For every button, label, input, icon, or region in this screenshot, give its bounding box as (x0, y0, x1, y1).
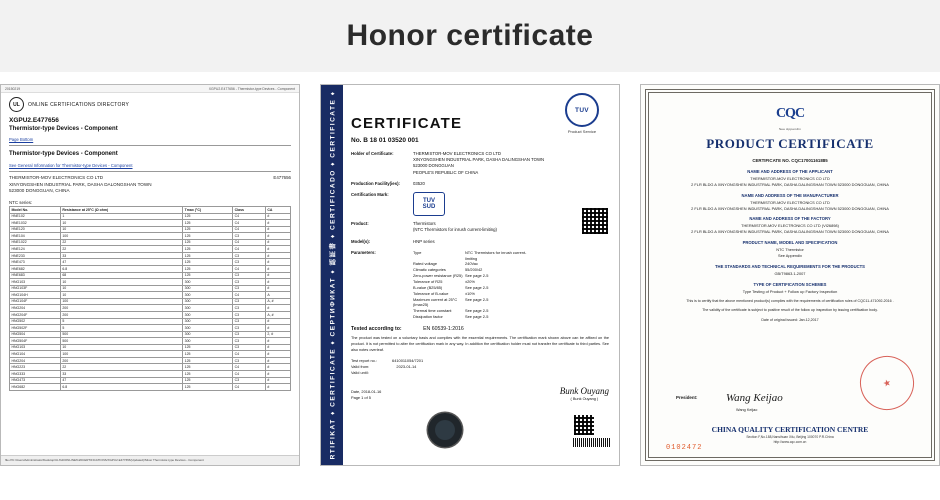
table-cell: 125 (183, 344, 233, 351)
table-cell: C4 (233, 239, 266, 246)
table-cell: # (265, 285, 290, 292)
table-cell: 200 (60, 357, 182, 364)
table-cell: 33 (60, 371, 182, 378)
tuv-model-label: Model(s): (351, 238, 371, 244)
cqc-product-spec: See Appendix (777, 253, 802, 259)
qr-code-icon-top (581, 207, 609, 235)
table-cell: C3 (233, 233, 266, 240)
table-row (10, 384, 291, 391)
table-cell: C4 (233, 226, 266, 233)
certificate-gallery (0, 72, 940, 466)
cqc-organization-name: CHINA QUALITY CERTIFICATION CENTRE (711, 425, 869, 434)
table-cell: # (265, 351, 290, 358)
col-resistance: Resistance at 25°C (Ω ohm) (60, 206, 182, 213)
table-cell: 125 (183, 226, 233, 233)
table-cell: HNG504F (10, 338, 61, 345)
table-cell: # (265, 377, 290, 384)
qr-code-icon (573, 414, 595, 436)
table-cell: HNG104F (10, 298, 61, 305)
tuv-params-row (351, 250, 609, 320)
cqc-note-1: This is to certify that the above mentioned product(s) complies with the requirements of certification rules of CQC11-471092-2016 . (686, 298, 894, 303)
table-cell: 500 (60, 331, 182, 338)
ul-model-table (9, 206, 291, 391)
cqc-manufacturer-address: 2 FLR BLDG A XINYONGSHEN INDUSTRIAL PARK, DASHA DALINGSHAN TOWN 523000 DONGGUAN, CHINA (691, 205, 889, 211)
table-cell: 5 (60, 325, 182, 332)
ul-table-body (10, 213, 291, 390)
cqc-president-label: President: (676, 395, 698, 400)
tuv-facility-value: 03520 (413, 180, 425, 186)
table-cell: # (265, 266, 290, 273)
table-cell: # (265, 305, 290, 312)
ul-company-address-1: XINYONGSHEN INDUSTRIAL PARK, DASHA DALONGSHAN TOWN (9, 181, 152, 187)
table-cell: # (265, 344, 290, 351)
general-info-link[interactable]: See General Information for Thermistor-type Devices - Component (9, 163, 133, 168)
tuv-param-value: See page 2-5 (465, 296, 489, 302)
tuv-sidebar-text: RTIFIKAT ♦ CERTIFICATE ♦ CEPTИФИКАТ ♦ 認証書 ♦ CERTIFICADO ♦ CERTIFICATE ♦ (329, 90, 337, 460)
product-subtitle: (NTC Thermistors for inrush current-limiting) (413, 227, 497, 233)
tuv-body-text: The product was tested on a voluntary basis and complies with the essential requirements. The certification mark shown above can be affixed on the product. It is not permitted to alter the certification mark in any way. In addition the certification holder must not transfer the certificate to third parties. See also notes overleaf. (351, 336, 609, 352)
tuv-signer-role: ( Bunk Ouyang ) (570, 397, 599, 402)
tuv-no-label: No. (351, 137, 362, 144)
table-cell: # (265, 384, 290, 391)
table-cell: # (265, 252, 290, 259)
table-cell: HNG103 (10, 279, 61, 286)
table-cell: # (265, 239, 290, 246)
table-cell: 300 (183, 311, 233, 318)
table-cell: 125 (183, 377, 233, 384)
table-cell: 10 (60, 285, 182, 292)
table-cell: C4 (233, 384, 266, 391)
table-cell: HNG682 (10, 384, 61, 391)
tuv-mark-icon (413, 192, 445, 216)
table-cell: C3 (233, 272, 266, 279)
table-cell: 125 (183, 371, 233, 378)
table-cell: 22 (60, 364, 182, 371)
table-cell: 22 (60, 239, 182, 246)
tuv-tested-block (351, 326, 609, 332)
table-cell: HNE683 (10, 272, 61, 279)
table-cell: 300 (183, 338, 233, 345)
certificate-card-cqc[interactable] (640, 84, 940, 466)
cqc-section-product: PRODUCT NAME, MODEL AND SPECIFICATION (742, 240, 838, 246)
table-cell: # (265, 226, 290, 233)
tuv-page-label: Page 1 of 5 (351, 395, 371, 401)
table-cell: C4 (233, 371, 266, 378)
table-cell: HNE1022 (10, 239, 61, 246)
cqc-certificate-number: CERTIFICATE NO. CQC17001161885 (752, 158, 828, 163)
tuv-param-value: See page 2-5 (465, 308, 489, 314)
tuv-param-row (413, 250, 609, 262)
table-cell: HNG504 (10, 331, 61, 338)
barcode-icon (573, 438, 611, 447)
table-cell: C3 (233, 357, 266, 364)
table-cell: # (265, 325, 290, 332)
table-cell: 125 (183, 233, 233, 240)
tuv-mark-label: Certification Mark: (351, 192, 389, 198)
product-name: Thermistors (413, 221, 436, 227)
tuv-signature-block (351, 386, 609, 401)
holder-address-1: XINYONGSHEN INDUSTRIAL PARK, DASHA DALINGSHAN TOWN (413, 157, 545, 163)
cqc-document (640, 84, 940, 466)
table-cell: HNG223 (10, 364, 61, 371)
table-cell: # (265, 357, 290, 364)
ul-company-address-2: 523000 DONGGUAN, CHINA (9, 188, 70, 194)
cqc-section-scheme: TYPE OF CERTIFICATION SCHEMES (753, 281, 827, 287)
cqc-org-address-line1: Section F,No.188,Nansihuan Xilu, Beijing 100070 P.R.China (746, 435, 834, 440)
cqc-president-signature: Wang Keijao (726, 392, 783, 404)
page-title: Honor certificate (346, 19, 594, 52)
table-cell: C3 (233, 279, 266, 286)
tuv-validfrom-label: Valid from: (351, 363, 370, 369)
table-cell: HNE233 (10, 252, 61, 259)
table-cell: 68 (60, 272, 182, 279)
table-cell: # (265, 279, 290, 286)
tuv-param-value: See page 2-5 (465, 273, 489, 279)
tuv-tested-label: Tested according to: (351, 326, 402, 333)
table-cell: HNE102 (10, 213, 61, 220)
ul-status-bar: file:///C:/Users/Administrator/Desktop/UL%20ONLINE%20CERTIFICATIONS/XGPU2.E477656(Updated)/Silver Thermistor-type Devices - Component (1, 455, 299, 465)
tuv-report-block (351, 358, 609, 377)
tuv-param-key: Dissipation factor (413, 314, 443, 320)
tuv-param-value: ±20% (465, 279, 475, 285)
table-cell: C3 (233, 331, 266, 338)
tuv-param-value: ±10% (465, 290, 475, 296)
table-cell: 300 (183, 305, 233, 312)
table-cell: 300 (183, 318, 233, 325)
tuv-report-label: Test report no.: (351, 357, 377, 363)
tuv-param-key: Climatic categories (413, 267, 446, 273)
table-cell: 125 (183, 272, 233, 279)
tuv-product-label: Product: (351, 221, 369, 227)
tuv-logo-icon (565, 93, 599, 127)
cqc-applicant-name: THERMISTOR-MOV ELECTRONICS CO LTD (750, 176, 830, 181)
ul-document (0, 84, 300, 466)
cqc-section-factory: NAME AND ADDRESS OF THE FACTORY (749, 216, 831, 222)
table-cell: # (265, 233, 290, 240)
table-cell: 200 (60, 311, 182, 318)
table-cell: 10 (60, 220, 182, 227)
table-cell: C3 (233, 377, 266, 384)
tuv-mark-value (413, 192, 609, 216)
table-cell: 125 (183, 357, 233, 364)
table-cell: HNG333 (10, 371, 61, 378)
tuv-params-value (413, 250, 609, 320)
tuv-validuntil-row (351, 370, 609, 376)
table-cell: 33 (60, 252, 182, 259)
table-cell: 125 (183, 246, 233, 253)
tuv-report-value: 6410011054/7201 (392, 357, 424, 363)
tuv-param-key: Maximum current at 25°C (Imax25) (413, 296, 458, 308)
table-cell: # (265, 213, 290, 220)
tuv-qr-top (581, 207, 609, 235)
cqc-org-address-line2: http://www.cqc.com.cn (773, 440, 807, 445)
browser-tab-bar (1, 85, 299, 93)
tuv-param-row (413, 297, 609, 309)
table-cell: HNG104H (10, 292, 61, 299)
tuv-logo-block (553, 93, 611, 134)
certificate-card-ul[interactable] (0, 84, 300, 466)
cqc-logo-icon: CQC (775, 106, 805, 121)
table-cell: 1 (60, 213, 182, 220)
cqc-standard: GB/T9863.1-2007 (774, 270, 806, 276)
table-cell: 125 (183, 266, 233, 273)
tuv-validfrom-value: 2023-01-14 (396, 363, 417, 369)
table-cell: C4 (233, 351, 266, 358)
cqc-title: PRODUCT CERTIFICATE (706, 136, 874, 151)
ul-heading-2: Thermistor-type Devices - Component (9, 151, 118, 157)
table-cell: C4 (233, 246, 266, 253)
ul-heading: Thermistor-type Devices - Component (9, 126, 118, 132)
tuv-date-value: 2018-01-16 (361, 388, 382, 394)
table-cell: 10 (60, 292, 182, 299)
ul-body (1, 93, 299, 395)
table-cell: HNG204F (10, 311, 61, 318)
ul-mark-icon: UL (9, 97, 24, 112)
tuv-product-service-label: Product Service (567, 129, 597, 134)
tuv-main (343, 85, 619, 465)
tuv-product-row (351, 221, 609, 233)
tuv-mark-row (351, 192, 609, 216)
tuv-tested-value: EN 60539-1:2016 (423, 326, 464, 333)
ul-file-number: XGPU2.E477656 (9, 117, 59, 124)
tuv-logo-text: TUV (575, 106, 589, 114)
table-cell: # (265, 371, 290, 378)
holder-address-3: PEOPLE'S REPUBLIC OF CHINA (413, 169, 479, 175)
browser-tab-date: 20150219 (5, 87, 21, 91)
table-cell: 100 (60, 351, 182, 358)
table-cell: HNE124 (10, 246, 61, 253)
tuv-facility-label: Production Facility(ies): (351, 180, 400, 186)
table-cell: HNG502 (10, 318, 61, 325)
divider-2 (9, 171, 291, 172)
tuv-param-key: Zero-power resistance (R25) (413, 273, 463, 279)
tuv-date-label: Date, (351, 388, 361, 394)
table-cell: 22 (60, 246, 182, 253)
table-cell: C3 (233, 305, 266, 312)
table-cell: 125 (183, 220, 233, 227)
tuv-document (320, 84, 620, 466)
table-cell: C4 (233, 364, 266, 371)
certificate-card-tuv[interactable] (320, 84, 620, 466)
tuv-param-key: Tolerance of R25 (413, 279, 443, 285)
table-cell: 6.8 (60, 384, 182, 391)
cqc-section-manufacturer: NAME AND ADDRESS OF THE MANUFACTURER (741, 192, 839, 198)
holder-address-2: 523000 DONGGUAN (413, 163, 454, 169)
page-header (0, 0, 940, 72)
table-cell: HNE473 (10, 259, 61, 266)
tuv-validuntil-label: Valid until: (351, 370, 369, 376)
table-cell: C4 (233, 220, 266, 227)
tuv-param-key: Type (413, 249, 422, 255)
table-cell: 5 (60, 318, 182, 325)
table-cell: HNG473 (10, 377, 61, 384)
table-cell: 300 (183, 331, 233, 338)
holder-name: THERMISTOR-MOV ELECTRONICS CO LTD (413, 151, 501, 156)
cqc-president-name: Wang Keijao (736, 408, 758, 412)
table-cell: 300 (183, 279, 233, 286)
tuv-param-value: See page 2-5 (465, 284, 489, 290)
cqc-section-applicant: NAME AND ADDRESS OF THE APPLICANT (747, 169, 833, 174)
ul-directory-title: ONLINE CERTIFICATIONS DIRECTORY (28, 101, 130, 108)
table-cell: C4 (233, 292, 266, 299)
table-cell: # (265, 246, 290, 253)
cqc-section-standards: THE STANDARDS AND TECHNICAL REQUIREMENTS FOR THE PRODUCTS (715, 263, 865, 269)
tuv-certificate-number (351, 137, 609, 144)
tuv-facility-row (351, 181, 609, 187)
table-cell: C3 (233, 252, 266, 259)
tuv-param-key: Rated voltage (413, 261, 438, 267)
ul-company-name: THERMISTOR-MOV ELECTRONICS CO LTD (9, 175, 104, 180)
cqc-serial-number: 0102472 (666, 444, 703, 452)
cqc-content (650, 94, 930, 456)
table-cell: # (265, 220, 290, 227)
browser-tab-title: XGPU2.E477656 - Thermistor-type Devices - Component (208, 87, 295, 91)
tuv-product-value (413, 221, 609, 233)
table-cell: 10 (60, 344, 182, 351)
cqc-factory-name: THERMISTOR-MOV ELECTRONICS CO LTD (VI26898) (741, 223, 839, 229)
cqc-logo-sub: See Appendix (778, 127, 802, 131)
tuv-holder-row (351, 151, 609, 176)
table-cell: 6.8 (60, 266, 182, 273)
table-cell: A (265, 292, 290, 299)
table-cell: 125 (183, 364, 233, 371)
col-ca: CA (265, 206, 290, 213)
page-bottom-link[interactable]: Page Bottom (9, 137, 34, 142)
cqc-scheme: Type Testing of Product + Follow up Factory Inspection (742, 288, 838, 294)
tuv-model-value: HNP series (413, 238, 435, 244)
cqc-manufacturer-name: THERMISTOR-MOV ELECTRONICS CO LTD (750, 199, 830, 205)
table-cell: 500 (60, 338, 182, 345)
cqc-product-name: NTC Thermistor (776, 247, 804, 253)
tuv-signer-block (560, 386, 609, 401)
table-cell: 47 (60, 259, 182, 266)
table-cell: C4 (233, 266, 266, 273)
table-cell: 300 (183, 298, 233, 305)
table-cell: 10 (60, 279, 182, 286)
table-cell: HNG204 (10, 305, 61, 312)
cqc-applicant-address: 2 FLR BLDG A XINYONGSHEN INDUSTRIAL PARK, DASHA DALINGSHAN TOWN 523000 DONGGUAN, CHINA (691, 181, 889, 187)
table-cell: 100 (60, 233, 182, 240)
table-cell: # (265, 259, 290, 266)
divider (9, 145, 291, 146)
table-cell: A, # (265, 311, 290, 318)
table-cell: 2, # (265, 331, 290, 338)
table-cell: C3 (233, 325, 266, 332)
tuv-param-row (413, 314, 609, 320)
ul-company-block (9, 175, 291, 195)
col-tmax: Tmax (°C) (183, 206, 233, 213)
tuv-param-value: 55/200/42 (465, 267, 483, 273)
tuv-mark-text: TUV (423, 197, 435, 204)
tuv-seal-icon (428, 413, 462, 447)
table-cell: 300 (183, 285, 233, 292)
ul-logo-row (9, 97, 291, 112)
tuv-param-value: NTC Thermistors for inrush current-limiting (465, 249, 527, 261)
table-cell: # (265, 272, 290, 279)
table-cell: HNE104 (10, 233, 61, 240)
table-cell: 125 (183, 384, 233, 391)
table-cell: C3 (233, 285, 266, 292)
tuv-model-row (351, 239, 609, 245)
table-cell: C3 (233, 311, 266, 318)
table-cell: 200 (60, 305, 182, 312)
tuv-param-key: Thermal time constant (413, 308, 452, 314)
table-cell: HNG103 (10, 344, 61, 351)
table-cell: 125 (183, 252, 233, 259)
table-cell: 300 (183, 292, 233, 299)
table-cell: C3 (233, 259, 266, 266)
table-cell: C3 (233, 298, 266, 305)
table-cell: 300 (183, 325, 233, 332)
tuv-param-key: B-value (B25/85) (413, 284, 443, 290)
ul-file-ref: E477656 (273, 175, 291, 180)
tuv-param-value: See page 2-5 (465, 314, 489, 320)
table-cell: 125 (183, 239, 233, 246)
tuv-params-list (413, 250, 609, 320)
table-cell: HNE1032 (10, 220, 61, 227)
tuv-holder-label: Holder of Certificate: (351, 151, 394, 156)
tuv-no-value: B 18 01 03520 001 (363, 137, 419, 144)
tuv-signature: Bunk Ouyang (559, 386, 609, 397)
table-cell: 47 (60, 377, 182, 384)
cqc-note-2: The validity of the certificate is subject to positive result of the follow up inspection by issuing certification body. (702, 308, 878, 313)
table-cell: C3 (233, 338, 266, 345)
table-cell: HNE682 (10, 266, 61, 273)
tuv-sidebar (321, 85, 343, 465)
table-cell: # (265, 318, 290, 325)
tuv-barcode-block (573, 414, 611, 447)
table-cell: 10 (60, 226, 182, 233)
table-cell: HNG502F (10, 325, 61, 332)
tuv-params-label: Parameters: (351, 249, 376, 255)
table-cell: HNG204 (10, 357, 61, 364)
col-class: Class (233, 206, 266, 213)
cqc-red-stamp-icon (854, 350, 921, 417)
tuv-holder-value (413, 151, 609, 176)
table-cell: 125 (183, 259, 233, 266)
table-cell: 125 (183, 213, 233, 220)
table-cell: 100 (60, 298, 182, 305)
table-cell: 125 (183, 351, 233, 358)
table-cell: C3 (233, 344, 266, 351)
table-cell: HNE120 (10, 226, 61, 233)
cqc-issue-date: Date of original issued: Jan.12,2017 (761, 317, 819, 322)
tuv-mark-sub: SUD (422, 204, 436, 211)
tuv-param-key: Tolerance of B-value (413, 290, 449, 296)
table-cell: HNG103F (10, 285, 61, 292)
table-cell: # (265, 364, 290, 371)
col-model: Model No. (10, 206, 61, 213)
tuv-param-value: 240Vac (465, 261, 478, 267)
table-cell: C3 (233, 318, 266, 325)
cqc-factory-address: 2 FLR BLDG A XINYONGSHEN INDUSTRIAL PARK, DASHA DALINGSHAN TOWN 523000 DONGGUAN, CHINA (691, 229, 889, 235)
ul-series-label: NTC series: (9, 199, 33, 205)
table-cell: # (265, 338, 290, 345)
table-cell: C4 (233, 213, 266, 220)
table-cell: A, # (265, 298, 290, 305)
tuv-title: CERTIFICATE (351, 115, 463, 132)
tuv-date-block (351, 389, 381, 402)
table-cell: HNG104 (10, 351, 61, 358)
